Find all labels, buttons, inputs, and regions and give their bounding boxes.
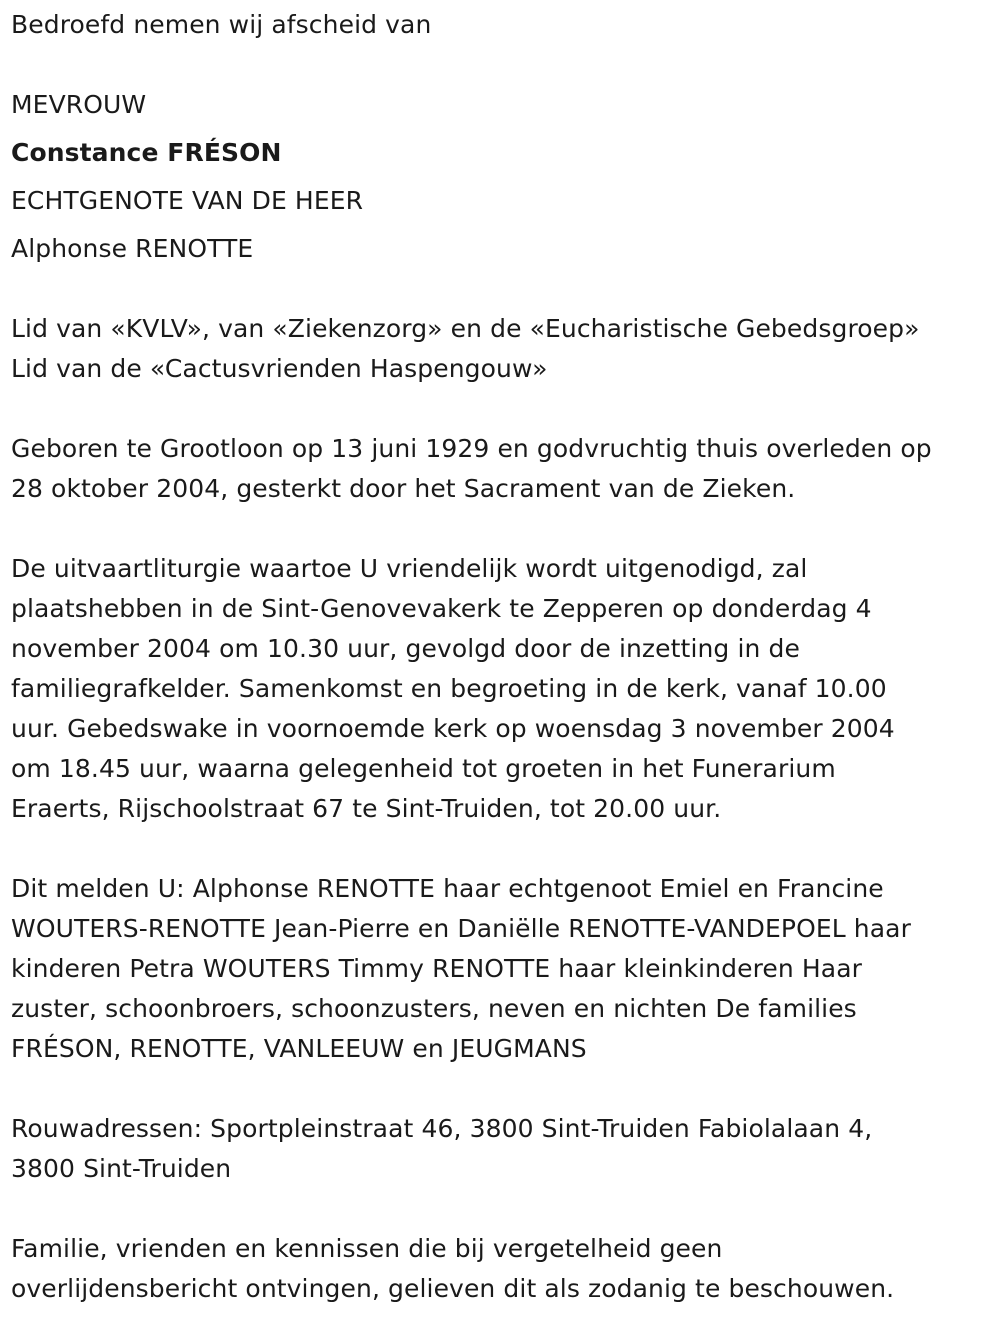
address-line: 3800 Sint-Truiden — [11, 1154, 232, 1183]
closing-line: overlijdensbericht ontvingen, gelieven dit als zodanig te beschouwen. — [11, 1274, 895, 1303]
funeral-line: november 2004 om 10.30 uur, gevolgd door de inzetting in de — [11, 634, 800, 663]
funeral-line: De uitvaartliturgie waartoe U vriendelijk wordt uitgenodigd, zal — [11, 554, 808, 583]
deceased-name: Constance FRÉSON — [11, 138, 282, 167]
spouse-title: ECHTGENOTE VAN DE HEER — [11, 186, 364, 215]
announcement-line: kinderen Petra WOUTERS Timmy RENOTTE haar kleinkinderen Haar — [11, 954, 863, 983]
birth-death-line: Geboren te Grootloon op 13 juni 1929 en godvruchtig thuis overleden op — [11, 434, 932, 463]
funeral-line: Eraerts, Rijschoolstraat 67 te Sint-Truiden, tot 20.00 uur. — [11, 794, 722, 823]
announcement-line: Dit melden U: Alphonse RENOTTE haar echtgenoot Emiel en Francine — [11, 874, 884, 903]
honorific: MEVROUW — [11, 90, 147, 119]
closing-line: Familie, vrienden en kennissen die bij vergetelheid geen — [11, 1234, 723, 1263]
funeral-line: plaatshebben in de Sint-Genovevakerk te Zepperen op donderdag 4 — [11, 594, 872, 623]
address-line: Rouwadressen: Sportpleinstraat 46, 3800 Sint-Truiden Fabiolalaan 4, — [11, 1114, 873, 1143]
announcement-line: WOUTERS-RENOTTE Jean-Pierre en Daniëlle RENOTTE-VANDEPOEL haar — [11, 914, 911, 943]
funeral-line: familiegrafkelder. Samenkomst en begroeting in de kerk, vanaf 10.00 — [11, 674, 887, 703]
membership-line: Lid van «KVLV», van «Ziekenzorg» en de «Eucharistische Gebedsgroep» — [11, 314, 920, 343]
funeral-line: uur. Gebedswake in voornoemde kerk op woensdag 3 november 2004 — [11, 714, 895, 743]
announcement-line: zuster, schoonbroers, schoonzusters, neven en nichten De families — [11, 994, 857, 1023]
birth-death-line: 28 oktober 2004, gesterkt door het Sacrament van de Zieken. — [11, 474, 796, 503]
announcement-line: FRÉSON, RENOTTE, VANLEEUW en JEUGMANS — [11, 1034, 587, 1063]
intro-line: Bedroefd nemen wij afscheid van — [11, 10, 432, 39]
funeral-line: om 18.45 uur, waarna gelegenheid tot groeten in het Funerarium — [11, 754, 836, 783]
membership-line: Lid van de «Cactusvrienden Haspengouw» — [11, 354, 548, 383]
spouse-name: Alphonse RENOTTE — [11, 234, 254, 263]
